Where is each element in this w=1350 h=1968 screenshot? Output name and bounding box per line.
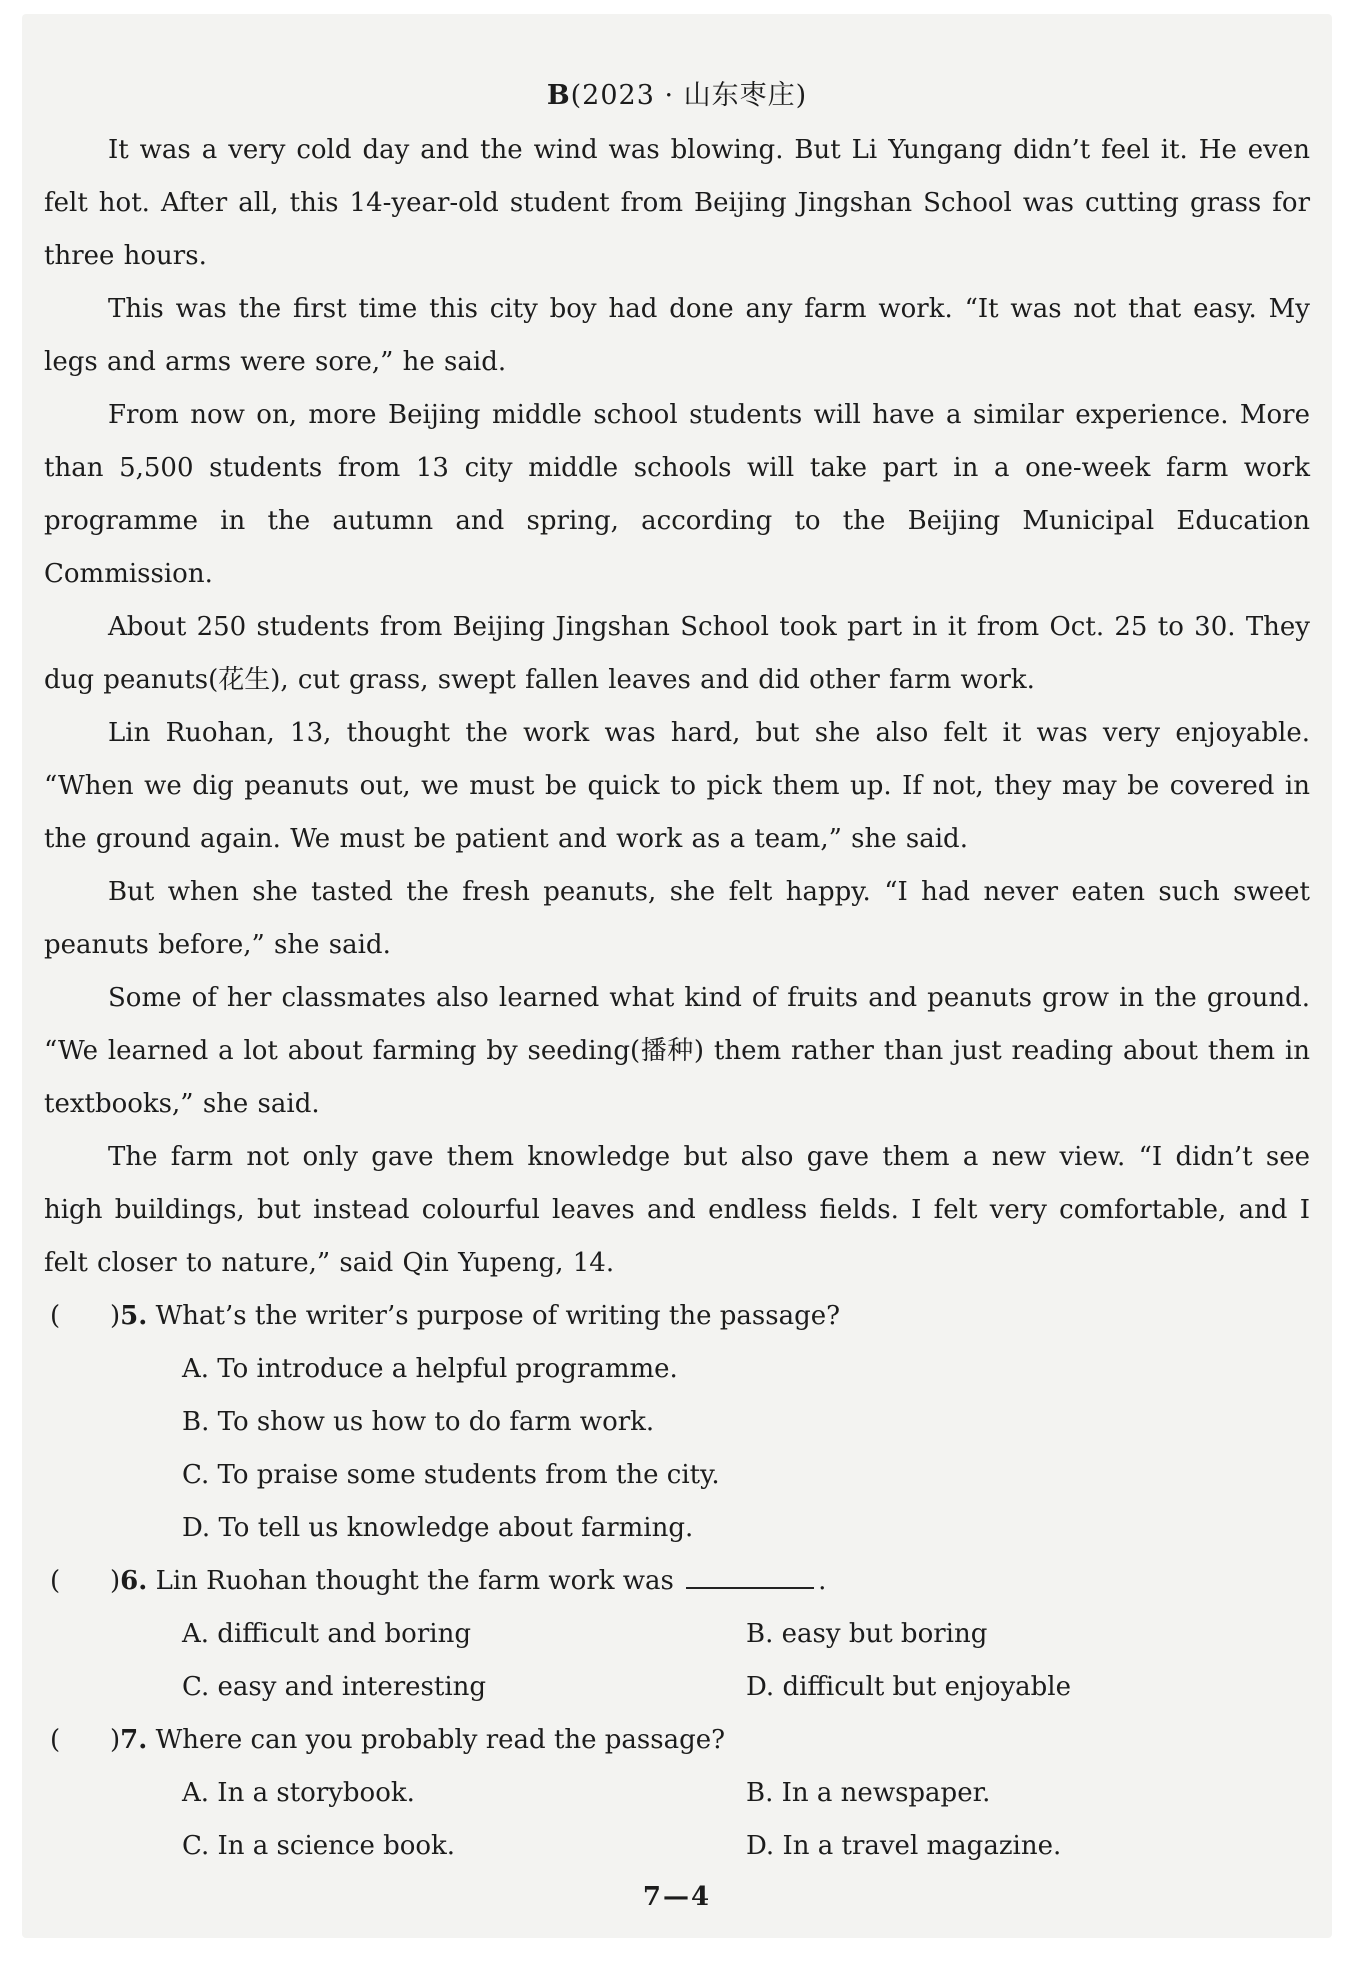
passage-paragraph: Some of her classmates also learned what kind of fruits and peanuts grow in the ground. “We learned a lot about farming by seeding(播种) them rather than just reading about them in textbooks,” she said. [44, 983, 1310, 1119]
answer-bracket-open[interactable]: ( [50, 1301, 61, 1331]
question-stem [44, 1714, 1310, 1767]
passage-paragraph: It was a very cold day and the wind was blowing. But Li Yungang didn’t feel it. He even felt hot. After all, this 14-year-old student from Beijing Jingshan School was cutting grass for three hours. [44, 135, 1310, 271]
option-c[interactable]: C. easy and interesting [182, 1672, 487, 1702]
question-number: 5. [120, 1301, 148, 1331]
option-c[interactable]: C. In a science book. [182, 1831, 456, 1861]
fill-in-blank[interactable] [686, 1565, 814, 1589]
section-letter: B [546, 80, 571, 111]
option-d[interactable]: D. To tell us knowledge about farming. [182, 1513, 694, 1543]
option-d[interactable]: D. difficult but enjoyable [746, 1672, 1072, 1702]
question-6 [44, 1555, 1310, 1714]
option-b[interactable]: B. To show us how to do farm work. [182, 1407, 655, 1437]
passage-paragraph: But when she tasted the fresh peanuts, she felt happy. “I had never eaten such sweet peanuts before,” she said. [44, 877, 1310, 960]
option-b[interactable]: B. In a newspaper. [746, 1778, 991, 1808]
answer-bracket-close: ) [110, 1566, 121, 1596]
passage-paragraph: This was the first time this city boy had done any farm work. “It was not that easy. My legs and arms were sore,” he said. [44, 294, 1310, 377]
option-a[interactable]: A. difficult and boring [182, 1619, 471, 1649]
options-row [44, 1661, 1310, 1714]
options-row [44, 1820, 1310, 1873]
reading-passage [44, 124, 1310, 1290]
question-stem [44, 1290, 1310, 1343]
question-5 [44, 1290, 1310, 1555]
section-header [44, 76, 1310, 116]
question-7 [44, 1714, 1310, 1873]
section-source: (2023 · 山东枣庄) [570, 80, 808, 111]
option-a[interactable]: A. To introduce a helpful programme. [182, 1354, 678, 1384]
passage-paragraph: Lin Ruohan, 13, thought the work was hard, but she also felt it was very enjoyable. “When we dig peanuts out, we must be quick to pick them up. If not, they may be covered in the ground again. We must be patient and work as a team,” she said. [44, 718, 1310, 854]
question-number: 7. [120, 1725, 148, 1755]
answer-bracket-open[interactable]: ( [50, 1725, 61, 1755]
page-number: 7—4 [642, 1882, 712, 1912]
question-text: Lin Ruohan thought the farm work was [155, 1566, 674, 1596]
question-text: What’s the writer’s purpose of writing the passage? [155, 1301, 841, 1331]
passage-paragraph: The farm not only gave them knowledge but also gave them a new view. “I didn’t see high buildings, but instead colourful leaves and endless fields. I felt very comfortable, and I felt closer to nature,” said Qin Yupeng, 14. [44, 1142, 1310, 1278]
answer-bracket-close: ) [110, 1301, 121, 1331]
passage-paragraph: From now on, more Beijing middle school students will have a similar experience. More than 5,500 students from 13 city middle schools will take part in a one-week farm work programme in the autumn and spring, according to the Beijing Municipal Education Commission. [44, 400, 1310, 589]
option-a[interactable]: A. In a storybook. [182, 1778, 415, 1808]
worksheet-page [22, 14, 1332, 1938]
question-stem [44, 1555, 1310, 1608]
passage-paragraph: About 250 students from Beijing Jingshan School took part in it from Oct. 25 to 30. They dug peanuts(花生), cut grass, swept fallen leaves and did other farm work. [44, 612, 1310, 695]
question-number: 6. [120, 1566, 148, 1596]
options-row [44, 1767, 1310, 1820]
options-row [44, 1608, 1310, 1661]
option-d[interactable]: D. In a travel magazine. [746, 1831, 1062, 1861]
answer-bracket-close: ) [110, 1725, 121, 1755]
option-b[interactable]: B. easy but boring [746, 1619, 988, 1649]
answer-bracket-open[interactable]: ( [50, 1566, 61, 1596]
question-text-end: . [818, 1566, 827, 1596]
question-text: Where can you probably read the passage? [155, 1725, 726, 1755]
option-c[interactable]: C. To praise some students from the city. [182, 1460, 720, 1490]
